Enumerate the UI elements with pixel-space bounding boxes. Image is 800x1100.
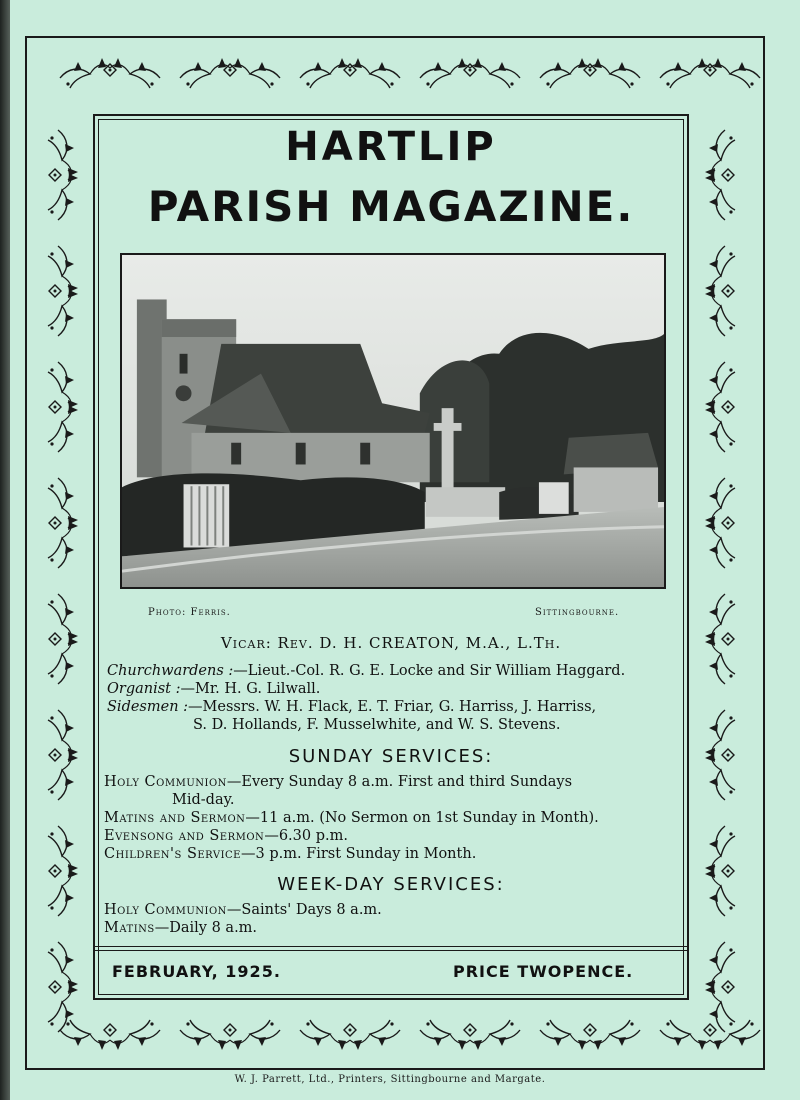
service-label: Evensong and Sermon [104,828,265,844]
photo-location: Sittingbourne. [535,607,620,618]
issue-price: PRICE TWOPENCE. [453,962,634,981]
service-label: Matins and Sermon [104,810,246,826]
service-line [104,791,694,809]
service-text: —Daily 8 a.m. [154,920,258,936]
magazine-title-line2: PARISH MAGAZINE. [147,182,635,231]
churchwardens-label: Churchwardens : [107,663,234,679]
parish-officers [107,662,687,734]
sidesmen-row-2 [107,716,687,734]
sidesmen-names-2: S. D. Hollands, F. Musselwhite, and W. S. Stevens. [193,717,561,733]
service-text: Mid-day. [172,792,235,808]
service-line [104,901,694,919]
footer-divider [93,946,689,947]
service-text: —Saints' Days 8 a.m. [226,902,382,918]
sidesmen-label: Sidesmen : [107,699,189,715]
photo-credit: Photo: Ferris. [148,607,231,618]
service-text: —3 p.m. First Sunday in Month. [240,846,477,862]
service-line [104,809,694,827]
organist-row [107,680,687,698]
weekday-services-list [104,901,694,937]
service-label: Matins [104,920,155,936]
sidesmen-names-1: —Messrs. W. H. Flack, E. T. Friar, G. Harriss, J. Harriss, [188,699,597,715]
sunday-services-heading: SUNDAY SERVICES: [288,746,494,767]
service-line [104,773,694,791]
weekday-services-heading: WEEK-DAY SERVICES: [277,874,505,895]
service-line [104,845,694,863]
service-text: —11 a.m. (No Sermon on 1st Sunday in Month). [245,810,599,826]
organist-label: Organist : [107,681,181,697]
service-text: —6.30 p.m. [264,828,348,844]
issue-date: FEBRUARY, 1925. [112,962,281,981]
printer-imprint: W. J. Parrett, Ltd., Printers, Sittingbourne and Margate. [234,1074,546,1085]
churchwardens-names: —Lieut.-Col. R. G. E. Locke and Sir William Haggard. [233,663,626,679]
footer-divider [93,950,689,951]
magazine-title-line1: HARTLIP [285,124,497,170]
vicar-line: Vicar: Rev. D. H. CREATON, M.A., L.Th. [220,634,562,652]
service-line [104,919,694,937]
service-label: Holy Communion [104,774,227,790]
service-label: Children's Service [104,846,241,862]
churchwardens-row [107,662,687,680]
organist-name: —Mr. H. G. Lilwall. [180,681,321,697]
sidesmen-row [107,698,687,716]
church-photograph [120,253,666,589]
service-text: —Every Sunday 8 a.m. First and third Sundays [226,774,573,790]
service-line [104,827,694,845]
sunday-services-list [104,773,694,863]
service-label: Holy Communion [104,902,227,918]
